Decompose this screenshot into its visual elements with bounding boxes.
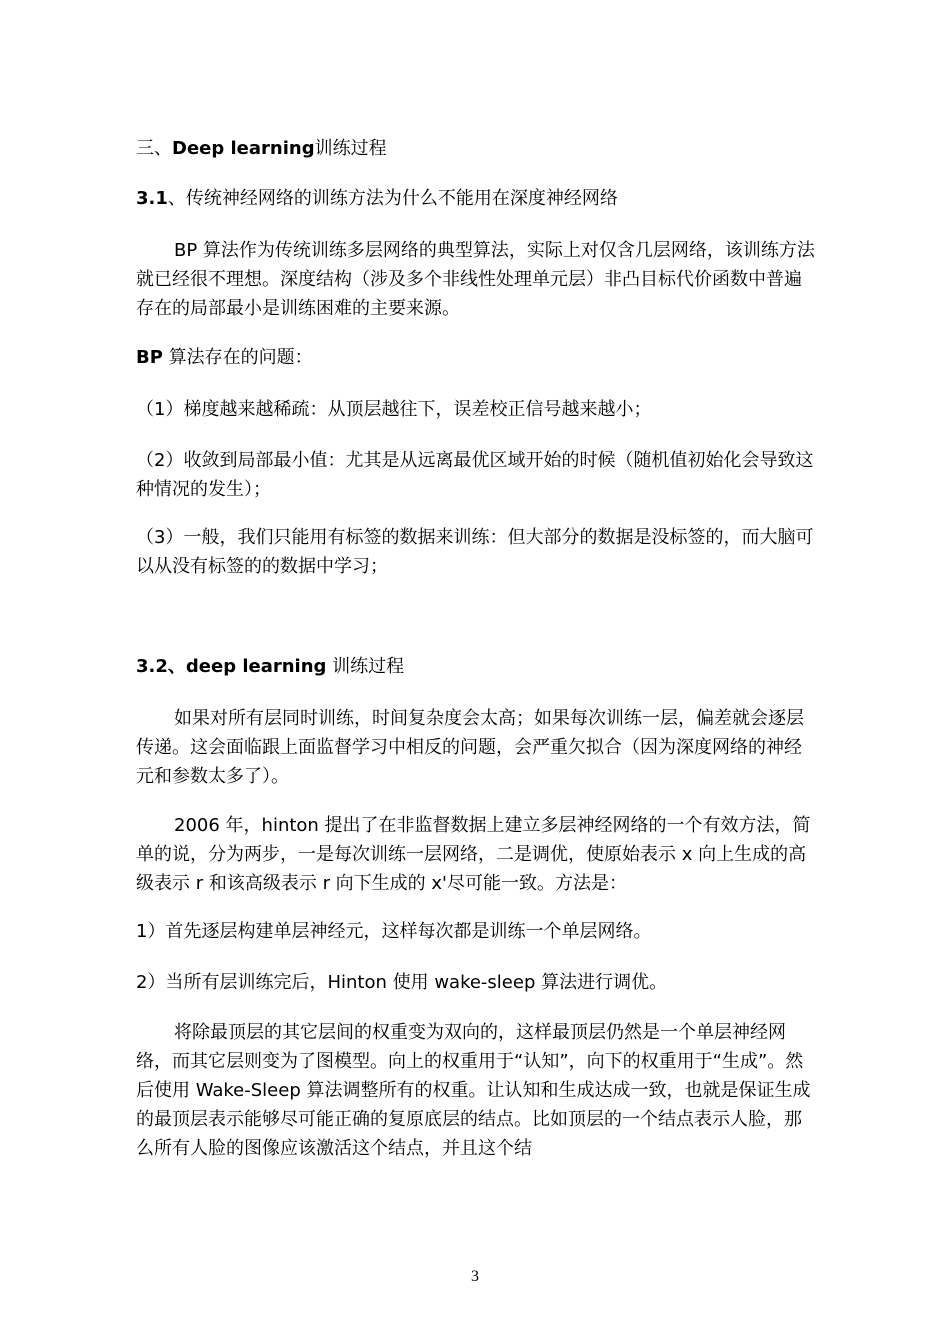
section-title-rest: 训练过程 xyxy=(314,138,387,159)
page-number: 3 xyxy=(471,1268,479,1285)
section-title-bold: Deep learning xyxy=(172,138,315,159)
step-1: 1）首先逐层构建单层神经元，这样每次都是训练一个单层网络。 xyxy=(136,921,652,942)
paragraph-wake-sleep: 将除最顶层的其它层间的权重变为双向的，这样最顶层仍然是一个单层神经网络，而其它层则变为了图模型。向上的权重用于“认知”，向下的权重用于“生成”。然后使用 Wake-Sleep 算法调整所有的权重。让认知和生成达成一致，也就是保证生成的最顶层表示能够尽可能正确的复原底层的结点。比如顶层的一个结点表示人脸，那么所有人脸的图像应该激活这个结点，并且这个结 xyxy=(136,1022,811,1159)
paragraph-layer-training: 如果对所有层同时训练，时间复杂度会太高；如果每次训练一层，偏差就会逐层传递。这会面临跟上面监督学习中相反的问题，会严重欠拟合（因为深度网络的神经元和参数太多了）。 xyxy=(136,708,804,787)
step-2: 2）当所有层训练完后，Hinton 使用 wake-sleep 算法进行调优。 xyxy=(136,972,668,993)
subsection-heading-3-2 xyxy=(136,652,816,681)
subsection-title: 、传统神经网络的训练方法为什么不能用在深度神经网络 xyxy=(167,188,618,209)
problem-item-3: （3）一般，我们只能用有标签的数据来训练：但大部分的数据是没标签的，而大脑可以从没有标签的的数据中学习； xyxy=(136,527,814,577)
paragraph-bp-intro: BP 算法作为传统训练多层网络的典型算法，实际上对仅含几层网络，该训练方法就已经很不理想。深度结构（涉及多个非线性处理单元层）非凸目标代价函数中普遍存在的局部最小是训练困难的主要来源。 xyxy=(136,240,815,319)
bp-bold: BP xyxy=(136,347,163,368)
section-heading-3 xyxy=(136,134,816,163)
problem-item-1: （1）梯度越来越稀疏：从顶层越往下，误差校正信号越来越小； xyxy=(136,399,652,420)
subsection-number: 3.1 xyxy=(136,188,168,209)
paragraph-hinton-2006: 2006 年，hinton 提出了在非监督数据上建立多层神经网络的一个有效方法，简单的说，分为两步，一是每次训练一层网络，二是调优，使原始表示 x 向上生成的高级表示 r 和该高级表示 r 向下生成的 x'尽可能一致。方法是： xyxy=(136,815,811,894)
subsection-title-rest: 训练过程 xyxy=(326,656,405,677)
subsection-title-bold: 、deep learning xyxy=(167,656,327,677)
subsection-number: 3.2 xyxy=(136,656,168,677)
subsection-heading-3-1 xyxy=(136,184,816,213)
bp-problems-heading xyxy=(136,343,816,372)
problem-item-2: （2）收敛到局部最小值：尤其是从远离最优区域开始的时候（随机值初始化会导致这种情况的发生）； xyxy=(136,450,814,500)
bp-heading-rest: 算法存在的问题： xyxy=(162,347,313,368)
section-prefix: 三、 xyxy=(136,138,172,159)
